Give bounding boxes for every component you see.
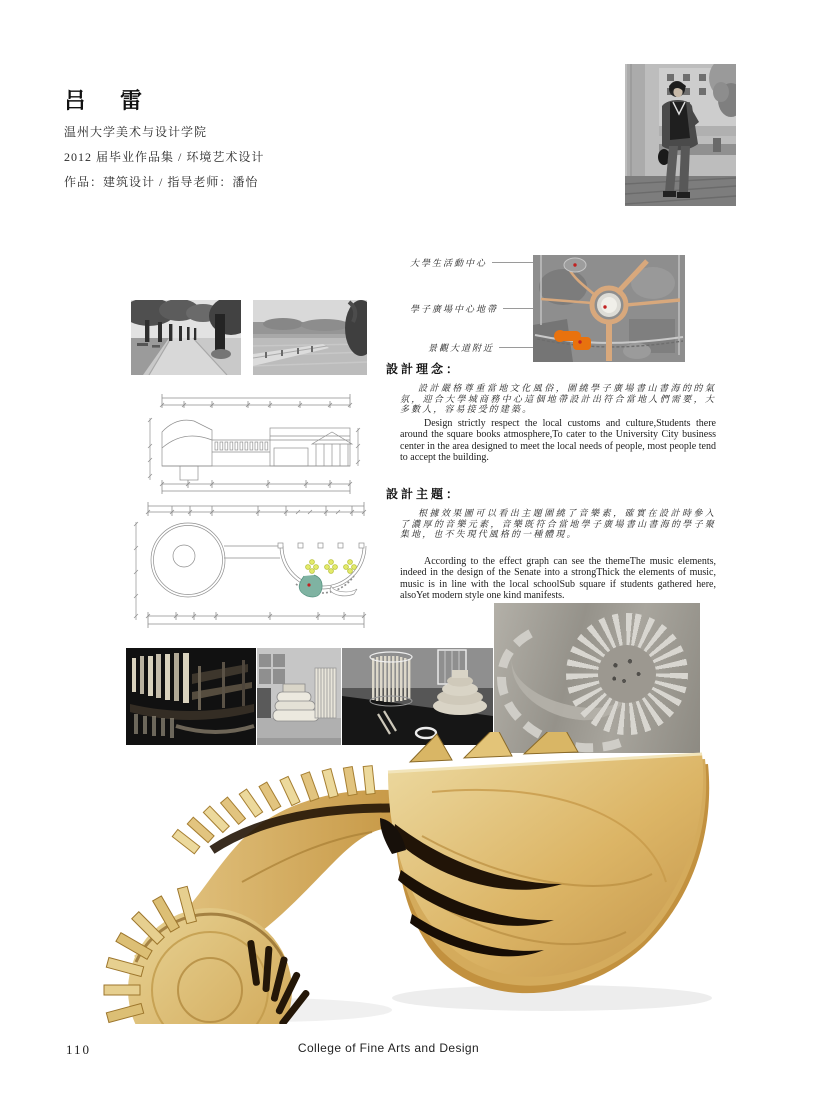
student-portrait-photo [625, 64, 736, 206]
concept-text-zh: 設計嚴格尊重當地文化風俗，圍繞學子廣場書山書海的的氣氛，迎合大學城商務中心這個地帶設計出符合當地人們需要，大多數人，容易接受的建築。 [400, 383, 716, 414]
photo-wood-model-large [92, 732, 712, 1024]
concept-heading: 設計理念： [386, 362, 462, 376]
page-number: 110 [66, 1042, 92, 1057]
plan-label-activity-center [410, 256, 533, 268]
concept-text-en: Design strictly respect the local customs and culture,Students there around the square books atmosphere,To cater to the University City business center in the area designed to meet the local needs of people, most people tend to accept the building. [400, 417, 716, 463]
header-block [64, 84, 264, 190]
photo-model-spiral-top [494, 603, 700, 753]
portrait-illustration [625, 64, 736, 206]
photo-campus-walkway [131, 300, 241, 375]
theme-heading: 設計主題： [386, 487, 462, 501]
school-name: 温州大学美术与设计学院 [64, 125, 208, 139]
elevation-drawing [128, 392, 374, 498]
student-name: 吕 雷 [64, 88, 149, 113]
concept-section [386, 360, 718, 464]
floor-plan-drawing [128, 498, 374, 638]
edition-line: 2012 届毕业作品集 / 环境艺术设计 [64, 150, 265, 164]
plan-label-text: 景觀大道附近 [428, 342, 495, 353]
label-leader-line [492, 262, 533, 263]
label-leader-line [499, 347, 533, 348]
theme-text-en: According to the effect graph can see the themeThe music elements, indeed in the design of the Senate into a strongThick the elements of music, music is in line with the local schoolSub square if students gathered here, alsoYet modern style one kind manifests. [400, 555, 716, 601]
plan-label-avenue [428, 341, 533, 353]
site-plan-illustration [533, 255, 685, 362]
photo-lake-boardwalk [253, 300, 367, 375]
plan-label-square-center [410, 302, 533, 314]
theme-section [386, 485, 718, 602]
footer-college-name: College of Fine Arts and Design [297, 1041, 480, 1055]
photo-model-slats-dark [126, 648, 256, 745]
photo-model-cylinders [342, 648, 493, 745]
plan-label-text: 學子廣場中心地帶 [410, 303, 499, 314]
label-leader-line [503, 308, 533, 309]
spiral-core [598, 645, 656, 703]
aerial-site-plan-image [533, 255, 685, 362]
photo-model-studio [257, 648, 341, 745]
theme-text-zh: 根據效果圖可以看出主題圍繞了音樂素，確實在設計時參入了濃厚的音樂元素，音樂既符合當地學子廣場書山書海的學子聚集地，也不失現代風格的一種體現。 [400, 508, 716, 539]
work-line: 作品：建筑设计 / 指导老师：潘怡 [64, 175, 259, 189]
plan-label-text: 大學生活動中心 [410, 257, 488, 268]
